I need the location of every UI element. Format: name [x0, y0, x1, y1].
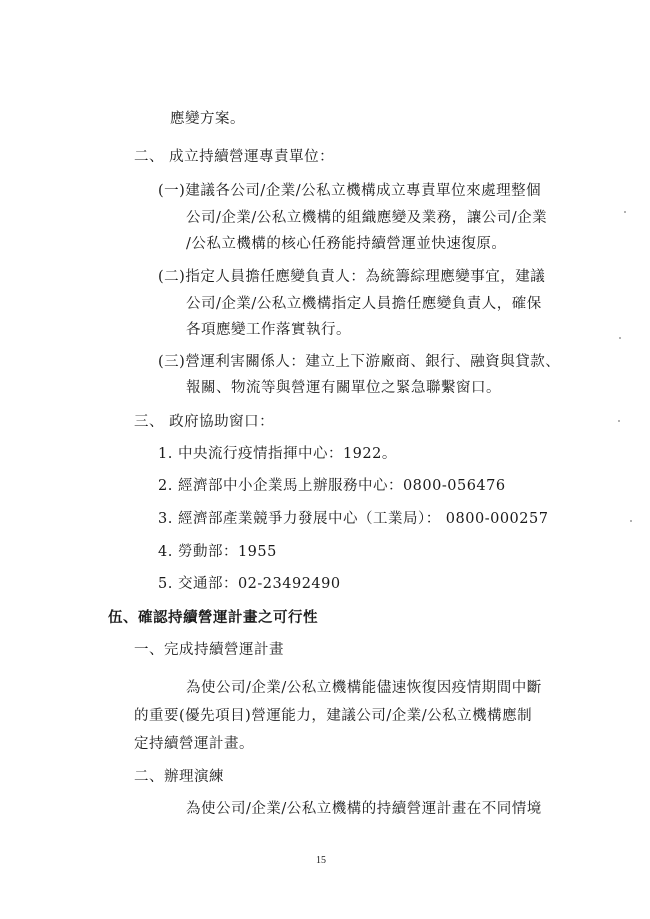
list-item: 4. 勞動部：1955 — [158, 544, 277, 560]
list-item: 5. 交通部：02-23492490 — [158, 576, 341, 592]
section-heading: 二、辦理演練 — [134, 769, 224, 785]
text-line: 的重要(優先項目)營運能力，建議公司/企業/公私立機構應制 — [134, 708, 533, 724]
scan-speck — [624, 211, 626, 213]
section-heading: 三、 政府協助窗口： — [134, 414, 275, 430]
text-line: 為使公司/企業/公私立機構的持續營運計畫在不同情境 — [186, 801, 542, 817]
page-number: 15 — [316, 855, 326, 866]
text-line: 定持續營運計畫。 — [134, 736, 254, 752]
text-line: 各項應變工作落實執行。 — [186, 322, 351, 338]
text-line: (二)指定人員擔任應變負責人：為統籌綜理應變事宜，建議 — [158, 269, 546, 285]
text-line: 應變方案。 — [170, 111, 245, 127]
section-heading: 二、 成立持續營運專責單位： — [134, 149, 335, 165]
scan-speck — [619, 337, 621, 339]
text-line: 公司/企業/公私立機構指定人員擔任應變負責人，確保 — [186, 296, 542, 312]
list-item: 1. 中央流行疫情指揮中心：1922。 — [158, 446, 397, 462]
text-line: 為使公司/企業/公私立機構能儘速恢復因疫情期間中斷 — [186, 680, 542, 696]
text-line: /公私立機構的核心任務能持續營運並快速復原。 — [186, 236, 507, 252]
scan-speck — [618, 420, 620, 422]
text-line: 公司/企業/公私立機構的組織應變及業務，讓公司/企業 — [186, 210, 548, 226]
scan-speck — [630, 520, 632, 522]
chapter-heading: 伍、確認持續營運計畫之可行性 — [108, 609, 318, 626]
section-heading: 一、完成持續營運計畫 — [134, 642, 284, 658]
text-line: 報關、物流等與營運有關單位之緊急聯繫窗口。 — [186, 380, 501, 396]
list-item: 3. 經濟部產業競爭力發展中心（工業局）： 0800-000257 — [158, 511, 549, 527]
text-line: (一)建議各公司/企業/公私立機構成立專責單位來處理整個 — [158, 183, 542, 199]
text-line: (三)營運利害關係人：建立上下游廠商、銀行、融資與貸款、 — [158, 354, 561, 370]
list-item: 2. 經濟部中小企業馬上辦服務中心：0800-056476 — [158, 478, 506, 494]
